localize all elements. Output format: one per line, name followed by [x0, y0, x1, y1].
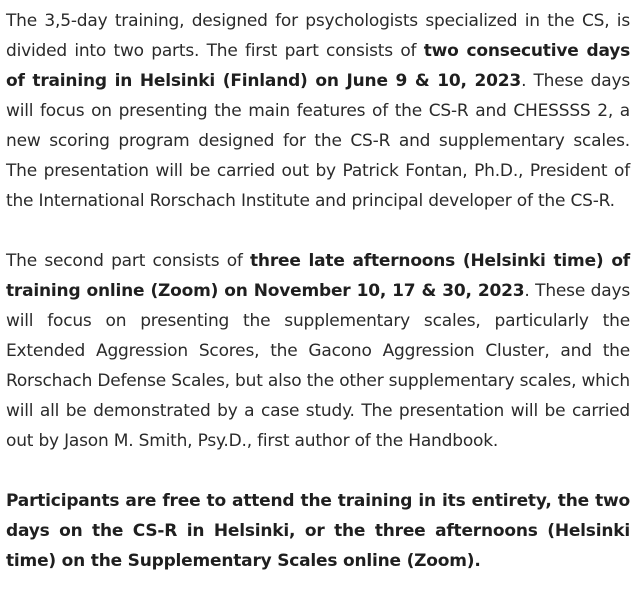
bold-text-segment: three late afternoons (Helsinki time) of training online (Zoom) on November 10, 17 & 30, 2023: [6, 251, 630, 301]
bold-text-segment: two consecutive days of training in Helsinki (Finland) on June 9 & 10, 2023: [6, 41, 630, 91]
bold-text-segment: Participants are free to attend the training in its entirety, the two days on the CS-R in Helsinki, or the three afternoons (Helsinki time) on the Supplementary Scales online (Zoom).: [6, 491, 630, 571]
paragraph-attendance: [6, 486, 630, 576]
text-segment: . These days will focus on presenting the supplementary scales, particularly the Extended Aggression Scores, the Gacono Aggression Cluster, and the Rorschach Defense Scales, but also the other supplementary scales, which will all be demonstrated by a case study. The presentation will be carried out by Jason M. Smith, Psy.D., first author of the Handbook.: [6, 281, 630, 451]
text-segment: The second part consists of: [6, 251, 250, 271]
text-segment: . These days will focus on presenting the main features of the CS-R and CHESSSS 2, a new scoring program designed for the CS-R and supplementary scales. The presentation will be carried out by Patrick Fontan, Ph.D., President of the International Rorschach Institute and principal developer of the CS-R.: [6, 71, 630, 211]
paragraph-part-one: [6, 6, 630, 216]
text-segment: The 3,5-day training, designed for psychologists specialized in the CS, is divided into two parts. The first part consists of: [6, 11, 630, 61]
paragraph-part-two: [6, 246, 630, 456]
